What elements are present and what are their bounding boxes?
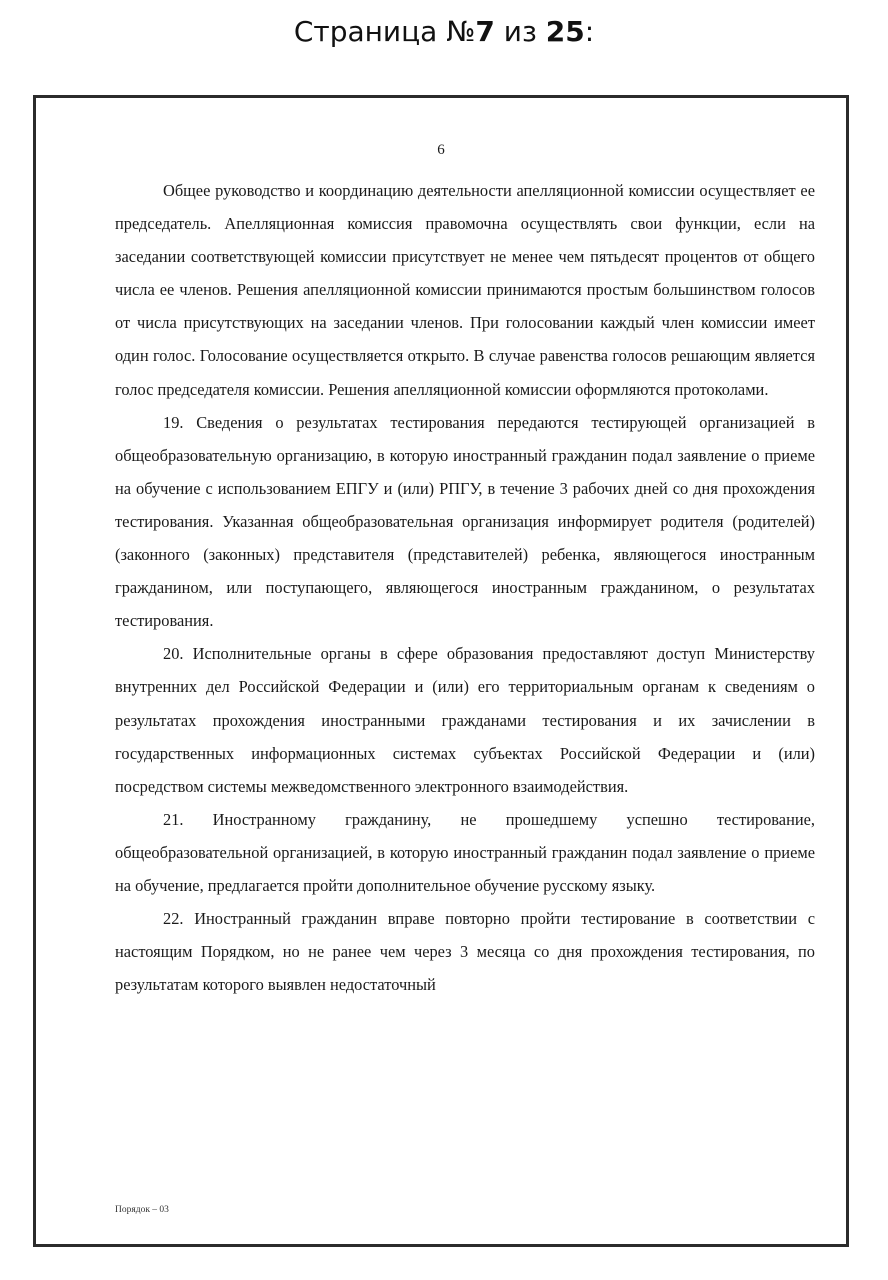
paragraph-20: 20. Исполнительные органы в сфере образования предоставляют доступ Министерству внутренних дел Российской Федерации и (или) его территориальным органам к сведениям о результатах прохождения иностранными гражданами тестирования и их зачислении в государственных информационных системах субъектах Российской Федерации и (или) посредством системы межведомственного электронного взаимодействия. — [115, 644, 815, 796]
page-counter-header — [0, 14, 888, 50]
page-counter-prefix: Страница № — [293, 15, 476, 48]
paragraph-19: 19. Сведения о результатах тестирования передаются тестирующей организацией в общеобразовательную организацию, в которую иностранный гражданин подал заявление о приеме на обучение с использованием ЕПГУ и (или) РПГУ, в течение 3 рабочих дней со дня прохождения тестирования. Указанная общеобразовательная организация информирует родителя (родителей) (законного (законных) представителя (представителей) ребенка, являющегося иностранным гражданином, или поступающего, являющегося иностранным гражданином, о результатах тестирования. — [115, 412, 815, 631]
page-counter-separator: из — [494, 15, 546, 48]
document-page-number: 6 — [437, 142, 445, 158]
document-footer-label: Порядок – 03 — [115, 1205, 169, 1215]
paragraph-appeal-commission: Общее руководство и координацию деятельности апелляционной комиссии осуществляет ее председатель. Апелляционная комиссия правомочна осуществлять свои функции, если на заседании соответствующей комиссии присутствует не менее чем пятьдесят процентов от общего числа ее членов. Решения апелляционной комиссии принимаются простым большинством голосов от числа присутствующих на заседании членов. При голосовании каждый член комиссии имеет один голос. Голосование осуществляется открыто. В случае равенства голосов решающим является голос председателя комиссии. Решения апелляционной комиссии оформляются протоколами. — [115, 181, 815, 399]
document-page-scan — [33, 95, 849, 1247]
total-pages-number: 25 — [545, 15, 585, 48]
page-counter-suffix: : — [584, 15, 595, 48]
paragraph-22: 22. Иностранный гражданин вправе повторно пройти тестирование в соответствии с настоящим Порядком, но не ранее чем через 3 месяца со дня прохождения тестирования, по результатам которого выявлен недостаточный — [115, 909, 815, 995]
document-body — [115, 174, 815, 1001]
paragraph-21: 21. Иностранному гражданину, не прошедшему успешно тестирование, общеобразовательной организацией, в которую иностранный гражданин подал заявление о приеме на обучение, предлагается пройти дополнительное обучение русскому языку. — [115, 809, 815, 895]
current-page-number: 7 — [475, 15, 495, 48]
